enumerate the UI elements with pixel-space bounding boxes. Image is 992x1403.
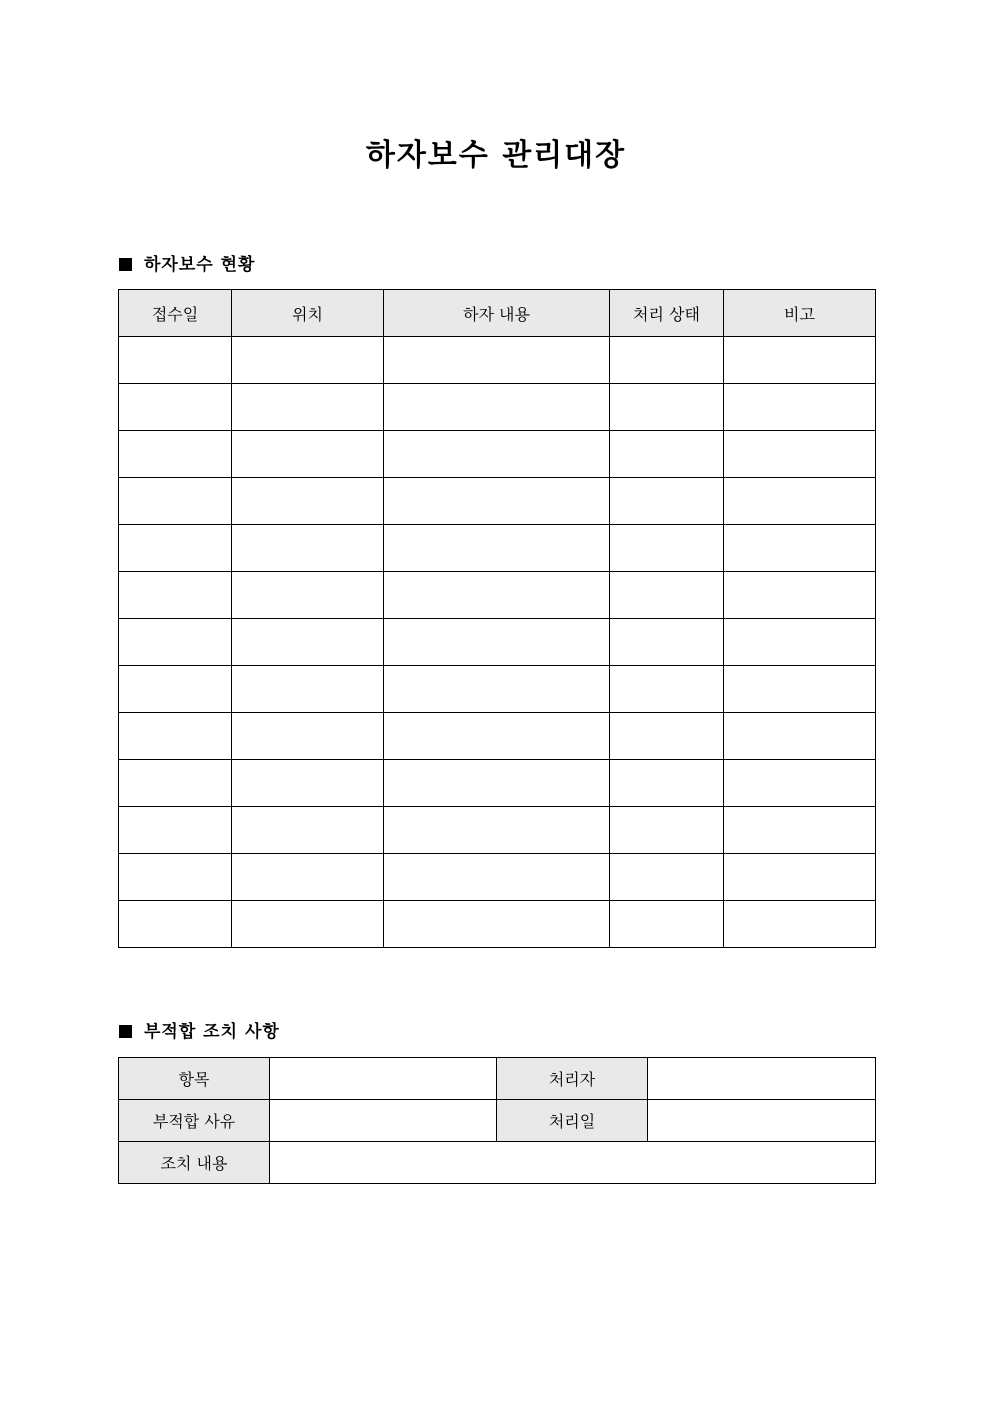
defect-content-cell[interactable] bbox=[384, 901, 610, 948]
remarks-cell[interactable] bbox=[724, 337, 876, 384]
status-cell[interactable] bbox=[610, 807, 724, 854]
received-date-cell[interactable] bbox=[119, 525, 232, 572]
date-label: 처리일 bbox=[497, 1100, 648, 1142]
received-date-cell[interactable] bbox=[119, 337, 232, 384]
location-cell[interactable] bbox=[232, 807, 384, 854]
remarks-cell[interactable] bbox=[724, 901, 876, 948]
table-row bbox=[119, 901, 876, 948]
remarks-cell[interactable] bbox=[724, 572, 876, 619]
defect-content-cell[interactable] bbox=[384, 713, 610, 760]
reason-value-cell[interactable] bbox=[270, 1100, 497, 1142]
column-header-status: 처리 상태 bbox=[610, 290, 724, 337]
remarks-cell[interactable] bbox=[724, 619, 876, 666]
defect-status-table-body bbox=[119, 337, 876, 948]
column-header-location: 위치 bbox=[232, 290, 384, 337]
received-date-cell[interactable] bbox=[119, 901, 232, 948]
square-bullet-icon bbox=[119, 1025, 132, 1038]
action-content-label: 조치 내용 bbox=[119, 1142, 270, 1184]
date-value-cell[interactable] bbox=[648, 1100, 876, 1142]
remarks-cell[interactable] bbox=[724, 384, 876, 431]
status-cell[interactable] bbox=[610, 525, 724, 572]
defect-content-cell[interactable] bbox=[384, 337, 610, 384]
status-cell[interactable] bbox=[610, 854, 724, 901]
defect-content-cell[interactable] bbox=[384, 431, 610, 478]
remarks-cell[interactable] bbox=[724, 760, 876, 807]
remarks-cell[interactable] bbox=[724, 478, 876, 525]
status-cell[interactable] bbox=[610, 572, 724, 619]
status-cell[interactable] bbox=[610, 666, 724, 713]
column-header-remarks: 비고 bbox=[724, 290, 876, 337]
defect-content-cell[interactable] bbox=[384, 760, 610, 807]
table-row bbox=[119, 807, 876, 854]
action-content-value-cell[interactable] bbox=[270, 1142, 876, 1184]
defect-content-cell[interactable] bbox=[384, 572, 610, 619]
defect-status-table bbox=[118, 289, 876, 948]
table-row bbox=[119, 1142, 876, 1184]
remarks-cell[interactable] bbox=[724, 525, 876, 572]
received-date-cell[interactable] bbox=[119, 572, 232, 619]
defect-content-cell[interactable] bbox=[384, 666, 610, 713]
reason-label: 부적합 사유 bbox=[119, 1100, 270, 1142]
item-label: 항목 bbox=[119, 1058, 270, 1100]
defect-content-cell[interactable] bbox=[384, 854, 610, 901]
table-row bbox=[119, 572, 876, 619]
location-cell[interactable] bbox=[232, 666, 384, 713]
received-date-cell[interactable] bbox=[119, 478, 232, 525]
handler-label: 처리자 bbox=[497, 1058, 648, 1100]
table-header-row bbox=[119, 290, 876, 337]
location-cell[interactable] bbox=[232, 525, 384, 572]
received-date-cell[interactable] bbox=[119, 760, 232, 807]
received-date-cell[interactable] bbox=[119, 854, 232, 901]
location-cell[interactable] bbox=[232, 572, 384, 619]
table-row bbox=[119, 1058, 876, 1100]
status-section-heading-text: 하자보수 현황 bbox=[144, 255, 256, 275]
received-date-cell[interactable] bbox=[119, 807, 232, 854]
status-cell[interactable] bbox=[610, 760, 724, 807]
document-title: 하자보수 관리대장 bbox=[365, 138, 627, 173]
remarks-cell[interactable] bbox=[724, 854, 876, 901]
received-date-cell[interactable] bbox=[119, 619, 232, 666]
action-section-heading-text: 부적합 조치 사항 bbox=[144, 1022, 280, 1042]
defect-content-cell[interactable] bbox=[384, 807, 610, 854]
table-row bbox=[119, 1100, 876, 1142]
location-cell[interactable] bbox=[232, 478, 384, 525]
table-row bbox=[119, 431, 876, 478]
location-cell[interactable] bbox=[232, 854, 384, 901]
status-cell[interactable] bbox=[610, 384, 724, 431]
remarks-cell[interactable] bbox=[724, 713, 876, 760]
status-cell[interactable] bbox=[610, 619, 724, 666]
defect-content-cell[interactable] bbox=[384, 525, 610, 572]
table-row bbox=[119, 854, 876, 901]
remarks-cell[interactable] bbox=[724, 431, 876, 478]
location-cell[interactable] bbox=[232, 901, 384, 948]
status-section-heading bbox=[119, 253, 255, 277]
table-row bbox=[119, 619, 876, 666]
table-row bbox=[119, 525, 876, 572]
location-cell[interactable] bbox=[232, 337, 384, 384]
received-date-cell[interactable] bbox=[119, 384, 232, 431]
action-section-heading bbox=[119, 1020, 280, 1044]
location-cell[interactable] bbox=[232, 431, 384, 478]
table-row bbox=[119, 713, 876, 760]
remarks-cell[interactable] bbox=[724, 807, 876, 854]
status-cell[interactable] bbox=[610, 431, 724, 478]
received-date-cell[interactable] bbox=[119, 713, 232, 760]
location-cell[interactable] bbox=[232, 713, 384, 760]
square-bullet-icon bbox=[119, 258, 132, 271]
status-cell[interactable] bbox=[610, 901, 724, 948]
location-cell[interactable] bbox=[232, 384, 384, 431]
table-row bbox=[119, 760, 876, 807]
status-cell[interactable] bbox=[610, 713, 724, 760]
remarks-cell[interactable] bbox=[724, 666, 876, 713]
status-cell[interactable] bbox=[610, 337, 724, 384]
table-row bbox=[119, 666, 876, 713]
location-cell[interactable] bbox=[232, 760, 384, 807]
defect-content-cell[interactable] bbox=[384, 384, 610, 431]
status-cell[interactable] bbox=[610, 478, 724, 525]
defect-content-cell[interactable] bbox=[384, 478, 610, 525]
column-header-received-date: 접수일 bbox=[119, 290, 232, 337]
location-cell[interactable] bbox=[232, 619, 384, 666]
item-value-cell[interactable] bbox=[270, 1058, 497, 1100]
nonconformity-action-table bbox=[118, 1057, 876, 1184]
received-date-cell[interactable] bbox=[119, 431, 232, 478]
handler-value-cell[interactable] bbox=[648, 1058, 876, 1100]
received-date-cell[interactable] bbox=[119, 666, 232, 713]
table-row bbox=[119, 384, 876, 431]
table-row bbox=[119, 478, 876, 525]
defect-content-cell[interactable] bbox=[384, 619, 610, 666]
column-header-defect-content: 하자 내용 bbox=[384, 290, 610, 337]
table-row bbox=[119, 337, 876, 384]
